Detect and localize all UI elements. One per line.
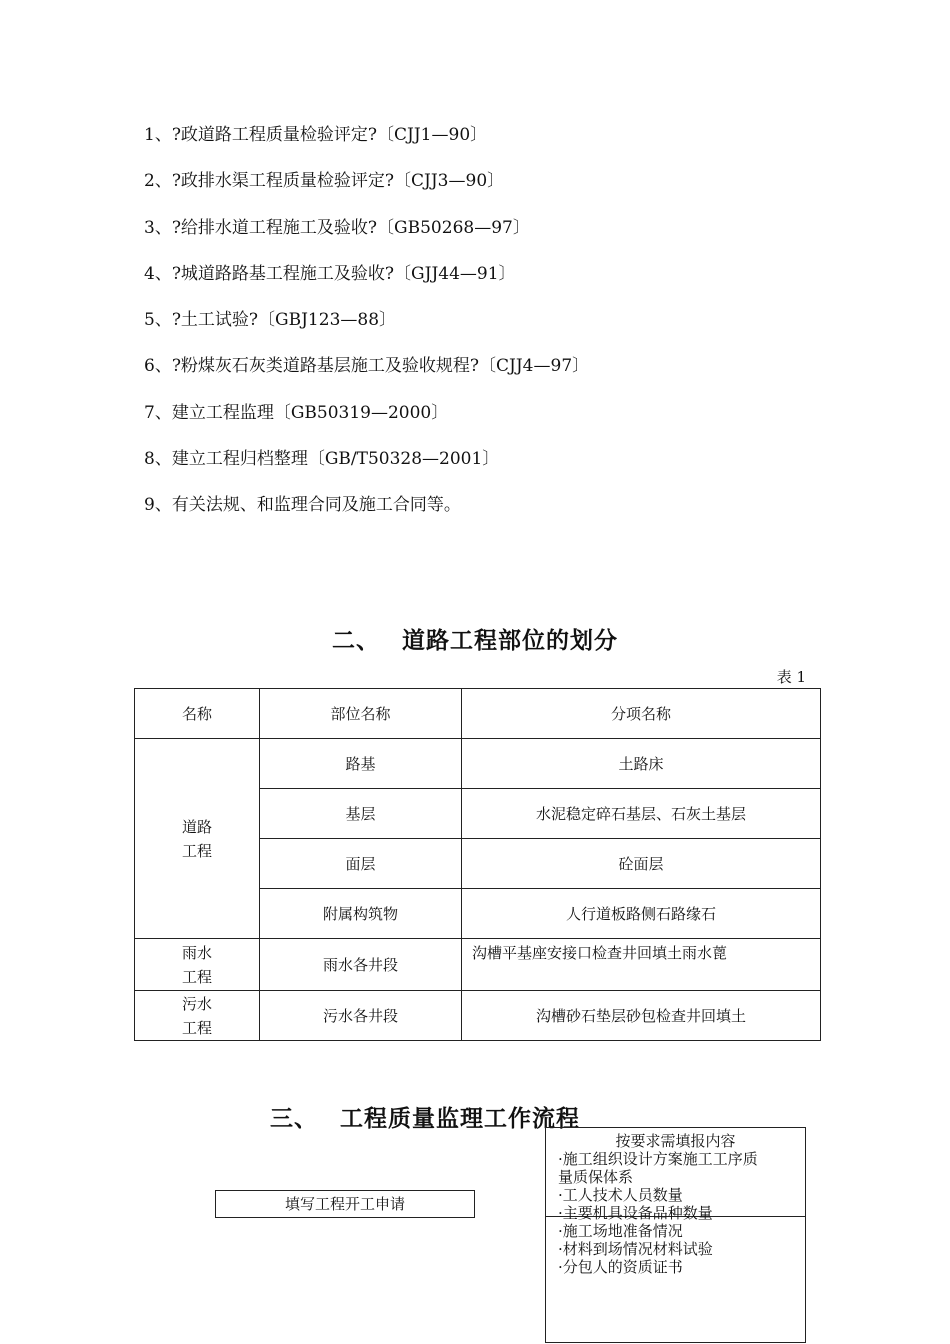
reference-item: 3、?给排水道工程施工及验收?〔GB50268—97〕 bbox=[144, 217, 530, 238]
table-row bbox=[135, 991, 821, 1041]
requirement-line: ·主要机具设备品种数量 bbox=[558, 1204, 713, 1222]
section-number: 三、 bbox=[270, 1106, 318, 1132]
part-cell: 附属构筑物 bbox=[260, 889, 462, 939]
items-cell: 水泥稳定碎石基层、石灰土基层 bbox=[462, 789, 821, 839]
part-cell: 污水各井段 bbox=[260, 991, 462, 1041]
reference-list bbox=[144, 120, 589, 536]
flow-box-start-application: 填写工程开工申请 bbox=[215, 1190, 475, 1218]
header-cell: 分项名称 bbox=[462, 689, 821, 739]
requirement-line: 量质保体系 bbox=[558, 1168, 634, 1186]
reference-item: 4、?城道路路基工程施工及验收?〔GJJ44—91〕 bbox=[144, 263, 516, 284]
group-name-line: 工程 bbox=[181, 967, 212, 986]
part-cell: 路基 bbox=[260, 739, 462, 789]
table-header-row bbox=[135, 689, 821, 739]
part-cell: 面层 bbox=[260, 839, 462, 889]
section-number: 二、 bbox=[332, 628, 380, 654]
section-heading-road-parts bbox=[0, 622, 950, 655]
group-name-line: 污水 bbox=[181, 994, 212, 1013]
group-name-cell bbox=[135, 739, 260, 939]
header-cell: 部位名称 bbox=[260, 689, 462, 739]
requirement-line: ·分包人的资质证书 bbox=[558, 1258, 683, 1276]
requirement-line: ·施工场地准备情况 bbox=[558, 1222, 683, 1240]
items-cell: 人行道板路侧石路缘石 bbox=[462, 889, 821, 939]
reference-item: 2、?政排水渠工程质量检验评定?〔CJJ3—90〕 bbox=[144, 171, 505, 192]
reference-item: 5、?土工试验?〔GBJ123—88〕 bbox=[144, 310, 397, 330]
flow-box-requirements bbox=[545, 1127, 806, 1343]
group-name-cell bbox=[135, 939, 260, 991]
part-cell: 基层 bbox=[260, 789, 462, 839]
reference-item: 8、建立工程归档整理〔GB/T50328—2001〕 bbox=[144, 448, 500, 469]
group-name-cell bbox=[135, 991, 260, 1041]
table-row bbox=[135, 939, 821, 991]
group-name-line: 工程 bbox=[181, 1018, 212, 1037]
requirement-line: ·材料到场情况材料试验 bbox=[558, 1240, 713, 1258]
part-cell: 雨水各井段 bbox=[260, 939, 462, 991]
reference-item: 7、建立工程监理〔GB50319—2000〕 bbox=[144, 402, 449, 423]
table-row bbox=[135, 739, 821, 789]
items-cell: 砼面层 bbox=[462, 839, 821, 889]
reference-item: 6、?粉煤灰石灰类道路基层施工及验收规程?〔CJJ4—97〕 bbox=[144, 356, 590, 377]
section-title: 工程质量监理工作流程 bbox=[340, 1106, 580, 1132]
requirement-line: ·工人技术人员数量 bbox=[558, 1186, 683, 1204]
requirements-title: 按要求需填报内容 bbox=[615, 1132, 736, 1150]
group-name-line: 道路 bbox=[181, 817, 212, 836]
items-cell: 土路床 bbox=[462, 739, 821, 789]
items-cell: 沟槽平基座安接口检查井回填土雨水蓖 bbox=[462, 939, 821, 991]
requirement-line: ·施工组织设计方案施工工序质 bbox=[558, 1150, 758, 1168]
section-title: 道路工程部位的划分 bbox=[402, 628, 618, 654]
reference-item: 1、?政道路工程质量检验评定?〔CJJ1—90〕 bbox=[144, 125, 488, 145]
road-parts-table bbox=[134, 688, 821, 1041]
group-name-line: 工程 bbox=[181, 841, 212, 860]
requirements-list bbox=[558, 1150, 798, 1276]
table-caption: 表 1 bbox=[776, 668, 806, 686]
reference-item: 9、有关法规、和监理合同及施工合同等。 bbox=[144, 495, 461, 515]
group-name-line: 雨水 bbox=[181, 943, 212, 962]
header-cell: 名称 bbox=[135, 689, 260, 739]
items-cell: 沟槽砂石垫层砂包检查井回填土 bbox=[462, 991, 821, 1041]
